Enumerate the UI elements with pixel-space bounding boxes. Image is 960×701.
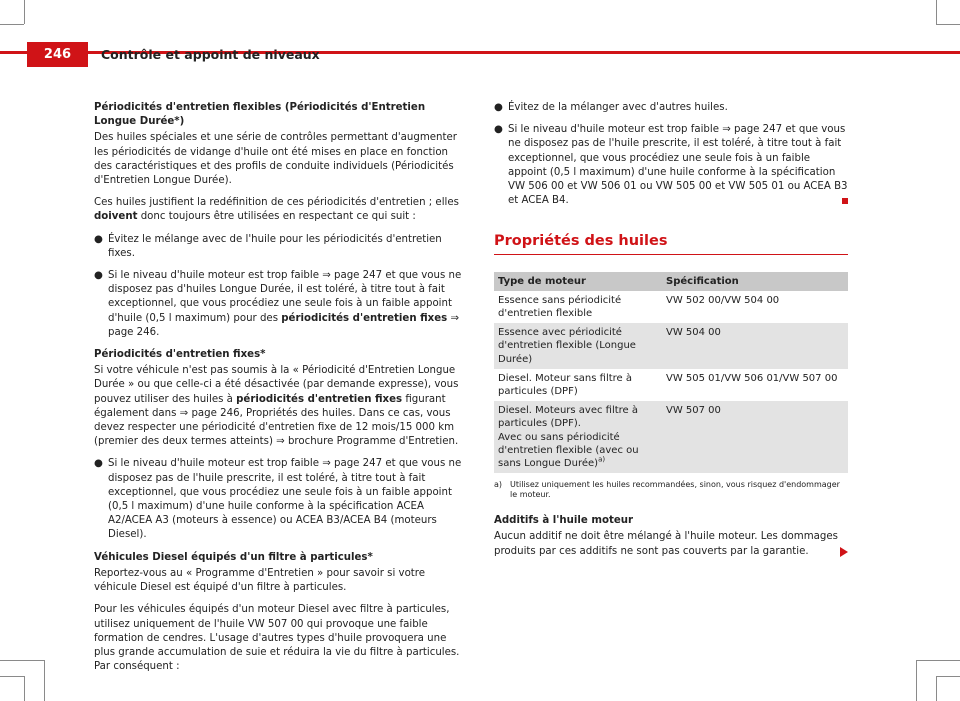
crop-mark xyxy=(0,24,24,25)
bullet-icon: ● xyxy=(94,458,103,470)
list-item: ● Si le niveau d'huile moteur est trop faible ⇒ page 247 et que vous ne disposez pas de l'huile prescrite, il est toléré, à titre tout à fait exceptionnel, que vous procédiez une seule fois à un faible appoint (0,5 l maximum) d'une huile conforme à la spécification ACEA A2/ACEA A3 (moteurs à essence) ou ACEA B3/ACEA B4 (moteurs Diesel). xyxy=(94,457,462,542)
section-title: Propriétés des huiles xyxy=(494,234,848,254)
table-row xyxy=(494,401,848,473)
table-cell: Essence avec périodicité d'entretien flexible (Longue Durée) xyxy=(494,323,662,369)
right-column xyxy=(494,101,848,567)
table-cell: VW 505 01/VW 506 01/VW 507 00 xyxy=(666,372,838,384)
table-row xyxy=(494,323,848,369)
table-cell: Essence sans périodicité d'entretien flexible xyxy=(498,294,622,320)
additifs-heading: Additifs à l'huile moteur xyxy=(494,515,634,527)
section-end-icon xyxy=(842,198,848,204)
footnote xyxy=(494,480,848,500)
crop-mark xyxy=(0,660,44,661)
page-number: 246 xyxy=(27,42,88,67)
flex-heading: Périodicités d'entretien flexibles (Périodicités d'Entretien Longue Durée*) xyxy=(94,102,426,128)
crop-mark xyxy=(936,0,937,24)
bullet-icon: ● xyxy=(94,233,103,245)
table-cell: Diesel. Moteur sans filtre à particules (DPF) xyxy=(498,372,632,398)
table-cell: VW 504 00 xyxy=(662,323,848,369)
table-row xyxy=(494,291,848,323)
crop-mark xyxy=(916,660,960,661)
column-header: Type de moteur xyxy=(494,272,662,291)
chapter-title: Contrôle et appoint de niveaux xyxy=(101,47,320,62)
diesel-paragraph-1: Reportez-vous au « Programme d'Entretien » pour savoir si votre véhicule Diesel est équipé d'un filtre à particules. xyxy=(94,567,426,594)
crop-mark xyxy=(936,676,937,701)
additifs-paragraph: Aucun additif ne doit être mélangé à l'huile moteur. Les dommages produits par ces additifs ne sont pas couverts par la garantie. xyxy=(494,530,848,558)
table-row xyxy=(494,369,848,401)
crop-mark xyxy=(916,660,917,701)
diesel-heading: Véhicules Diesel équipés d'un filtre à particules* xyxy=(94,551,373,563)
list-item: ● Évitez le mélange avec de l'huile pour les périodicités d'entretien fixes. xyxy=(94,233,462,261)
crop-mark xyxy=(24,0,25,24)
crop-mark xyxy=(936,24,960,25)
list-item: ● Si le niveau d'huile moteur est trop faible ⇒ page 247 et que vous ne disposez pas de l'huile prescrite, il est toléré, à titre tout à fait exceptionnel, que vous procédiez une seule fois à un faible appoint (0,5 l maximum) d'une huile conforme à la spécification VW 506 00 et VW 506 01 ou VW 505 00 et VW 505 01 ou ACEA B3 et ACEA B4. xyxy=(494,123,848,208)
fixed-heading: Périodicités d'entretien fixes* xyxy=(94,349,266,361)
crop-mark xyxy=(0,676,24,677)
continue-arrow-icon xyxy=(840,547,848,557)
bullet-icon: ● xyxy=(494,102,503,113)
table-cell: Diesel. Moteurs avec filtre à particules (DPF). Avec ou sans périodicité d'entretien flexible (avec ou sans Longue Durée)$^{a)}$ xyxy=(494,401,662,473)
fixed-paragraph-1: Si votre véhicule n'est pas soumis à la « Périodicité d'Entretien Longue Durée » ou que celle-ci a été désactivée (par demande expresse), vous pouvez utiliser des huiles à périodicités d'entretien fixes figurant également dans ⇒ page 246, Propriétés des huiles. Dans ce cas, vous devez respecter une périodicité d'entretien fixe de 12 mois/15 000 km (premier des deux termes atteints) ⇒ brochure Programme d'Entretien. xyxy=(94,365,459,448)
oil-spec-table xyxy=(494,272,848,474)
bullet-icon: ● xyxy=(494,124,503,136)
crop-mark xyxy=(936,676,960,677)
footnote-mark: a) xyxy=(494,480,503,490)
table-cell: VW 502 00/VW 504 00 xyxy=(666,294,780,306)
footnote-text: Utilisez uniquement les huiles recommandées, sinon, vous risquez d'endommager le moteur. xyxy=(510,480,840,500)
table-cell: VW 507 00 xyxy=(662,401,848,473)
crop-mark xyxy=(44,660,45,701)
list-item: ● Évitez de la mélanger avec d'autres huiles. xyxy=(494,101,848,115)
footnote-ref: a) xyxy=(598,455,606,464)
column-header: Spécification xyxy=(662,272,848,291)
left-column xyxy=(94,101,462,682)
bullet-icon: ● xyxy=(94,270,103,282)
table-header-row xyxy=(494,272,848,291)
flex-paragraph-2: Ces huiles justifient la redéfinition de ces périodicités d'entretien ; elles doivent donc toujours être utilisées en respectant ce qui suit : xyxy=(94,197,459,223)
diesel-paragraph-2: Pour les véhicules équipés d'un moteur Diesel avec filtre à particules, utilisez uniquement de l'huile VW 507 00 qui provoque une faible formation de cendres. L'usage d'autres types d'huile provoquera une plus grande accumulation de suie et réduira la vie du filtre à particules. Par conséquent : xyxy=(94,604,460,673)
flex-paragraph-1: Des huiles spéciales et une série de contrôles permettant d'augmenter les périodicités de vidange d'huile ont été mises en place en fonction des caractéristiques et des profils de conduite individuels (Périodicités d'Entretien Longue Durée). xyxy=(94,132,457,187)
crop-mark xyxy=(24,676,25,701)
list-item: ● Si le niveau d'huile moteur est trop faible ⇒ page 247 et que vous ne disposez pas d'huiles Longue Durée, il est toléré, à titre tout à fait exceptionnel, que vous procédiez une seule fois à un faible appoint d'huile (0,5 l maximum) pour des périodicités d'entretien fixes ⇒ page 246. xyxy=(94,269,462,340)
